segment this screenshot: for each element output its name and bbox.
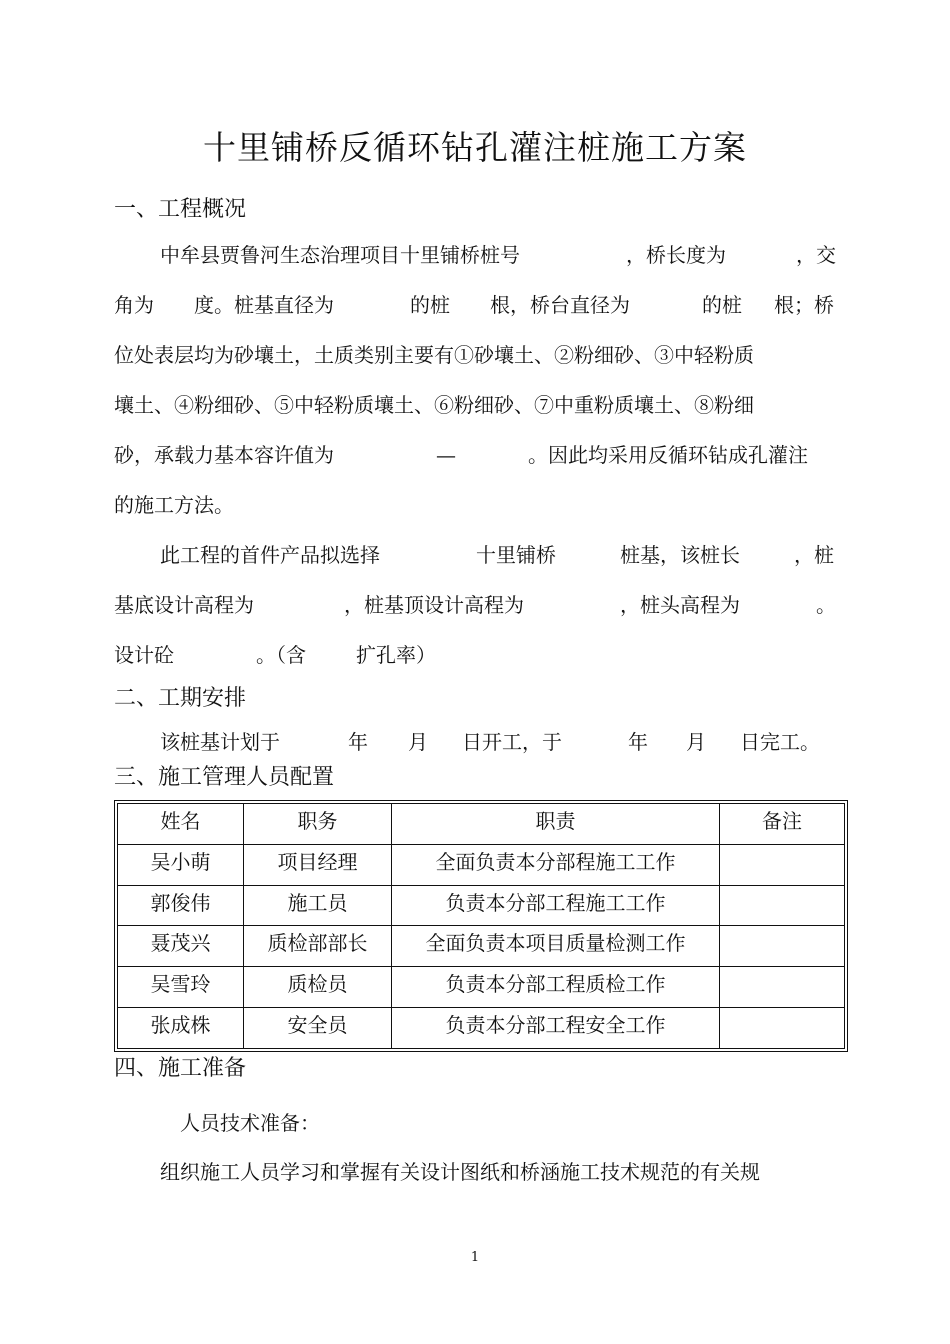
document-title: 十里铺桥反循环钻孔灌注桩施工方案 [203,128,747,167]
paragraph-text: 壤土、④粉细砂、⑤中轻粉质壤土、⑥粉细砂、⑦中重粉质壤土、⑧粉细 [114,393,754,417]
table-header-row [118,804,845,845]
paragraph-text: ，交 [796,243,836,267]
table-row [118,844,845,885]
paragraph-text: 日开工，于 [462,730,562,754]
staff-table [114,800,848,1052]
paragraph-text: 根，桥台直径为 [490,293,630,317]
table-cell: 安全员 [244,1008,392,1049]
table-cell [720,885,845,926]
table-cell: 项目经理 [244,844,392,885]
paragraph-text: 的施工方法。 [114,493,234,517]
paragraph-text: 根；桥 [774,293,834,317]
table-cell [720,844,845,885]
paragraph-text: 此工程的首件产品拟选择 [160,543,380,567]
table-cell: 郭俊伟 [118,885,244,926]
paragraph-text: 日完工。 [740,730,820,754]
paragraph-text: 中牟县贾鲁河生态治理项目十里铺桥桩号 [160,243,520,267]
paragraph-text: 年 [628,730,648,754]
table-row [118,967,845,1008]
paragraph-text: 设计砼 [114,643,174,667]
page-number: 1 [470,1250,480,1265]
section-heading-schedule: 二、工期安排 [114,686,247,711]
table-cell: 负责本分部工程施工工作 [392,885,720,926]
paragraph-text: ，桩 [794,543,834,567]
header-cell: 职责 [392,804,720,845]
paragraph-text: 十里铺桥 [476,543,556,567]
header-cell: 备注 [720,804,845,845]
table-cell: 质检员 [244,967,392,1008]
table-cell: 全面负责本分部程施工工作 [392,844,720,885]
table-cell: 全面负责本项目质量检测工作 [392,926,720,967]
paragraph-text: 该桩基计划于 [160,730,280,754]
table-cell: 负责本分部工程质检工作 [392,967,720,1008]
table-row [118,885,845,926]
subheading-text: 人员技术准备： [180,1111,320,1135]
table-cell [720,1008,845,1049]
paragraph-text: 位处表层均为砂壤土，土质类别主要有①砂壤土、②粉细砂、③中轻粉质 [114,343,754,367]
table-cell: 负责本分部工程安全工作 [392,1008,720,1049]
section-heading-overview: 一、工程概况 [114,197,247,222]
section-heading-staff: 三、施工管理人员配置 [114,765,335,790]
paragraph-text: ，桩基顶设计高程为 [344,593,524,617]
table-row [118,926,845,967]
paragraph-text: 度。桩基直径为 [194,293,334,317]
paragraph-text: 基底设计高程为 [114,593,254,617]
paragraph-text: 。 [816,593,836,617]
table-cell: 聂茂兴 [118,926,244,967]
table-cell: 质检部部长 [244,926,392,967]
header-cell: 姓名 [118,804,244,845]
table-cell: 吴小萌 [118,844,244,885]
paragraph-text: 桩基，该桩长 [620,543,740,567]
paragraph-text: 扩孔率） [356,643,436,667]
paragraph-text: 月 [686,730,706,754]
header-cell: 职务 [244,804,392,845]
table-row [118,1008,845,1049]
paragraph-text: 组织施工人员学习和掌握有关设计图纸和桥涵施工技术规范的有关规 [160,1160,760,1184]
paragraph-text: ，桥长度为 [626,243,726,267]
paragraph-text: 的桩 [702,293,742,317]
table-cell: 施工员 [244,885,392,926]
table-cell [720,926,845,967]
section-heading-preparation: 四、施工准备 [114,1056,247,1081]
table-cell [720,967,845,1008]
paragraph-text: 。因此均采用反循环钻成孔灌注 [528,443,808,467]
table-cell: 吴雪玲 [118,967,244,1008]
paragraph-text: 角为 [114,293,154,317]
paragraph-text: — [436,443,456,467]
paragraph-text: ，桩头高程为 [620,593,740,617]
paragraph-text: 的桩 [410,293,450,317]
paragraph-text: 。（含 [256,643,306,667]
table-cell: 张成株 [118,1008,244,1049]
paragraph-text: 年 [348,730,368,754]
paragraph-text: 月 [408,730,428,754]
paragraph-text: 砂，承载力基本容许值为 [114,443,334,467]
